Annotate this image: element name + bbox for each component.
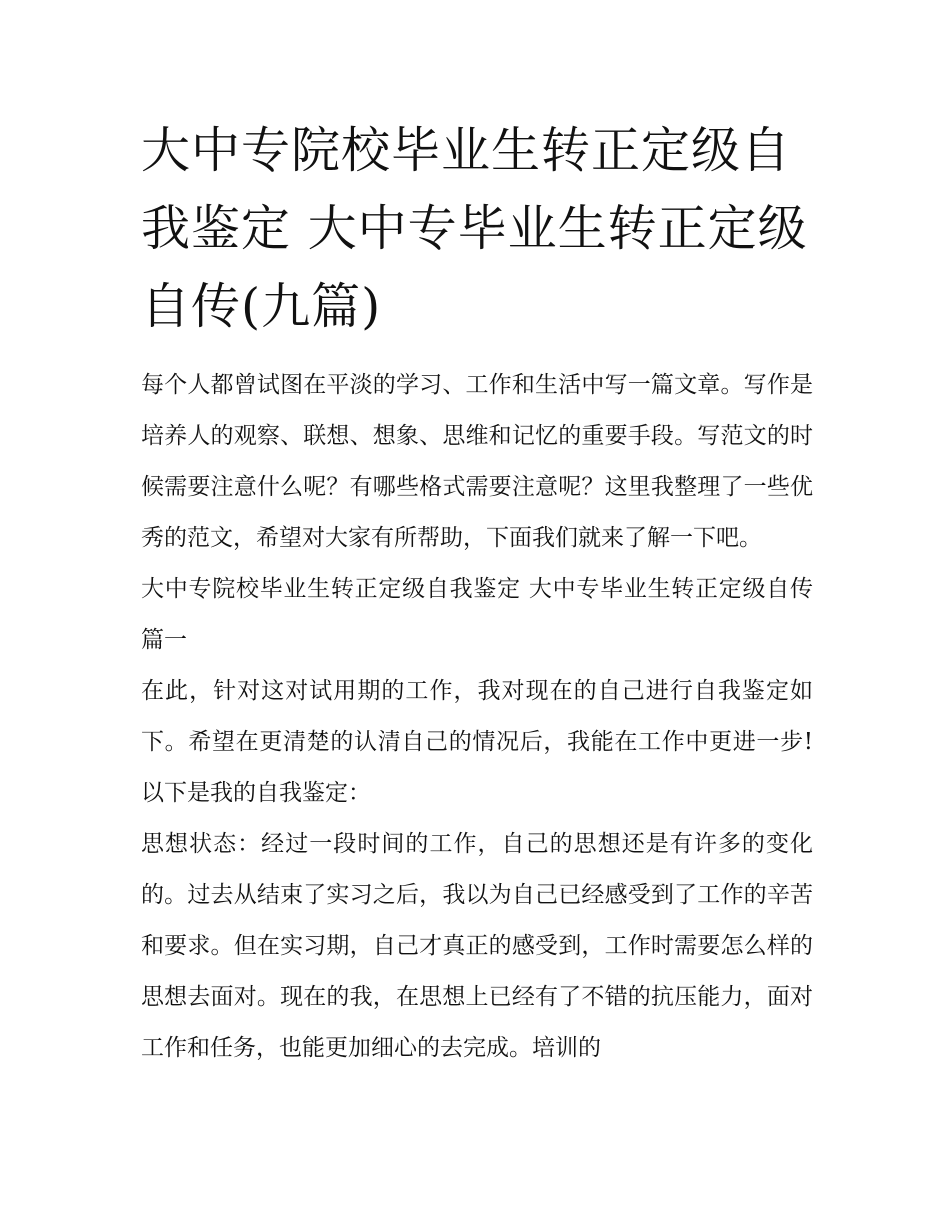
document-title: 大中专院校毕业生转正定级自我鉴定 大中专毕业生转正定级自传(九篇) xyxy=(141,122,808,335)
document-body xyxy=(141,360,813,1074)
section-heading: 大中专院校毕业生转正定级自我鉴定 大中专毕业生转正定级自传篇一 xyxy=(141,576,813,653)
body-paragraph-2: 思想状态：经过一段时间的工作，自己的思想还是有许多的变化的。过去从结束了实习之后，我以为自己已经感受到了工作的辛苦和要求。但在实习期，自己才真正的感受到，工作时需要怎么样的思想去面对。现在的我，在思想上已经有了不错的抗压能力，面对工作和任务，也能更加细心的去完成。培训的 xyxy=(141,831,813,1061)
document-page xyxy=(141,112,813,1074)
body-paragraph-1: 在此，针对这对试用期的工作，我对现在的自己进行自我鉴定如下。希望在更清楚的认清自己的情况后，我能在工作中更进一步!以下是我的自我鉴定： xyxy=(141,678,813,806)
intro-paragraph: 每个人都曾试图在平淡的学习、工作和生活中写一篇文章。写作是培养人的观察、联想、想象、思维和记忆的重要手段。写范文的时候需要注意什么呢？有哪些格式需要注意呢？这里我整理了一些优秀的范文，希望对大家有所帮助，下面我们就来了解一下吧。 xyxy=(141,372,813,551)
